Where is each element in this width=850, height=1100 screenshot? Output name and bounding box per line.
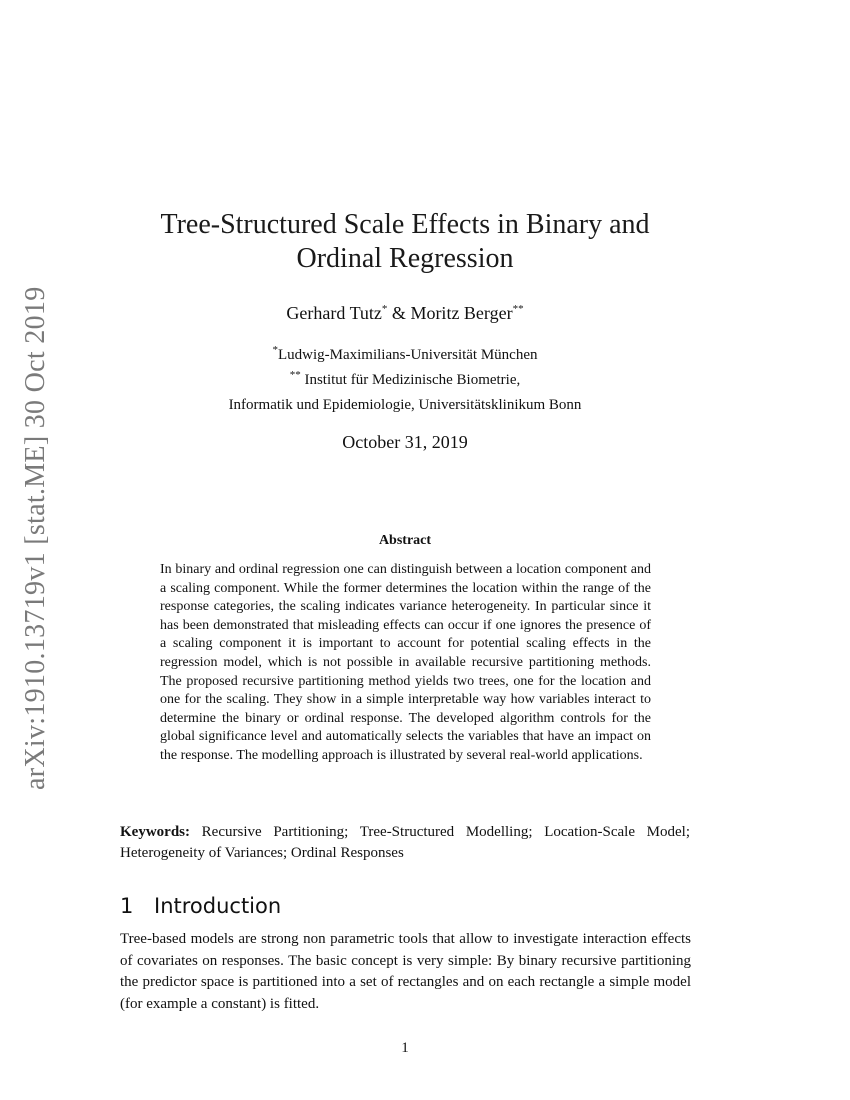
paper-title (130, 208, 680, 276)
affiliation-marker: ** (289, 369, 301, 381)
affiliation-line: Informatik und Epidemiologie, Universitätsklinikum Bonn (228, 397, 582, 413)
author-name: Gerhard Tutz (286, 303, 382, 323)
affiliation-marker: * (381, 303, 388, 315)
author-list (120, 301, 690, 325)
keywords-label: Keywords: (120, 824, 190, 840)
publication-date: October 31, 2019 (342, 432, 468, 452)
paper-title-line-1: Tree-Structured Scale Effects in Binary and (160, 209, 650, 240)
affiliation-marker: ** (512, 303, 524, 315)
affiliation-line (120, 343, 690, 368)
affiliation-line (120, 368, 690, 393)
affiliation-text: Institut für Medizinische Biometrie, (300, 372, 521, 388)
arxiv-identifier: arXiv:1910.13719v1 [stat.ME] 30 Oct 2019 (20, 286, 51, 790)
section-heading (120, 892, 690, 920)
affiliation-text: Ludwig-Maximilians-Universität München (277, 347, 538, 363)
section-number: 1 (120, 894, 134, 918)
affiliations (120, 343, 690, 418)
abstract-text: In binary and ordinal regression one can distinguish between a location component and a scaling component. While the former determines the location within the range of the response categories, the scaling indicates variance heterogeneity. In particular since it has been demonstrated that misleading effects can occur if one ignores the presence of a scaling component it is important to account for potential scaling effects in the regression model, which is not possible in available recursive partitioning methods. The proposed recursive partitioning method yields two trees, one for the location and one for the scaling. They show in a simple interpretable way how variables interact to determine the binary or ordinal response. The developed algorithm controls for the global significance level and automatically selects the variables that have an impact on the response. The modelling approach is illustrated by several real-world applications. (160, 562, 651, 763)
keywords-text: Recursive Partitioning; Tree-Structured Modelling; Location-Scale Model; Heterogeneity of Variances; Ordinal Responses (120, 824, 690, 861)
abstract-heading: Abstract (378, 533, 432, 548)
section-title: Introduction (154, 894, 282, 918)
page-number: 1 (401, 1040, 409, 1056)
paper-title-line-2: Ordinal Regression (296, 243, 514, 274)
keywords (120, 822, 690, 864)
body-paragraph: Tree-based models are strong non parametric tools that allow to investigate interaction effects of covariates on responses. The basic concept is very simple: By binary recursive partitioning the predictor space is partitioned into a set of rectangles and on each rectangle a simple model (for example a constant) is fitted. (120, 931, 691, 1012)
author-name: Moritz Berger (410, 303, 513, 323)
affiliation-marker: * (272, 344, 278, 356)
author-separator: & (387, 303, 411, 323)
